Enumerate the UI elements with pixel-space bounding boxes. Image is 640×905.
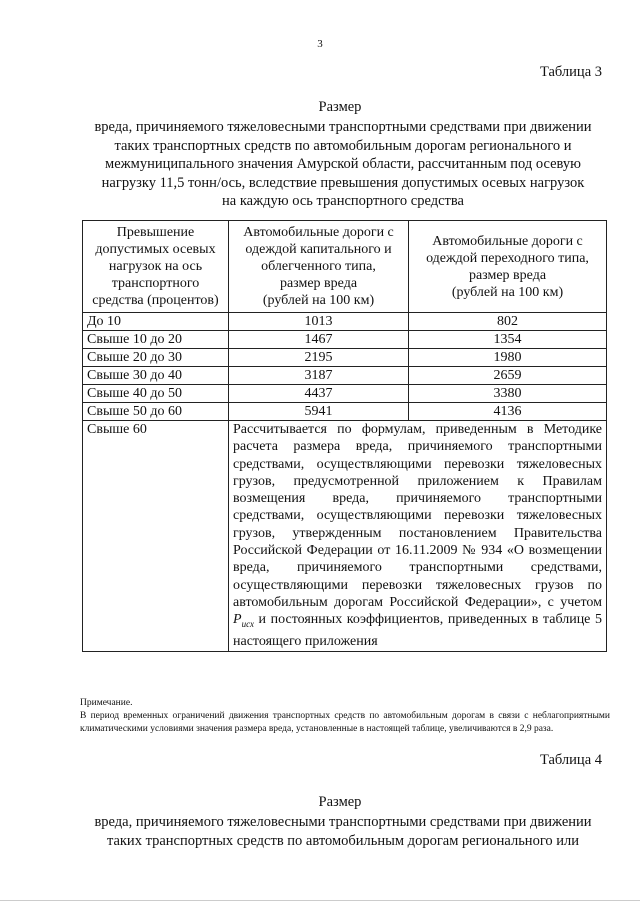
title-line: вреда, причиняемого тяжеловесными транспортными средствами при движении [94,119,592,135]
cell-transitional: 4136 [409,403,607,421]
cell-transitional: 1980 [409,349,607,367]
table-3-note [80,697,610,736]
title-line: межмуниципального значения Амурской области, рассчитанным под осевую [105,156,581,172]
calculation-note: Рассчитывается по формулам, приведенным в Методике расчета размера вреда, причиняемого транспортными средствами, осуществляющими перевозки тяжеловесных грузов, предусмотренной приложением к Правилам возмещения вреда, причиняемого транспортными средствами, осуществляющими перевозки тяжеловесных грузов, утвержденным постановлением Правительства Российской Федерации от 16.11.2009 № 934 «О возмещении вреда, причиняемого транспортными средствами, осуществляющими перевозки тяжеловесных грузов по автомобильным дорогам Российской Федерации», с учетом $P_{исх}$ и постоянных коэффициентов, приведенных в таблице 5 настоящего приложения [229,421,607,652]
cell-transitional: 802 [409,313,607,331]
table-4-title [78,813,608,850]
cell-capital: 2195 [229,349,409,367]
table-row [83,313,607,331]
table-3-label: Таблица 3 [539,64,602,80]
title-line: таких транспортных средств по автомобильным дорогам регионального или [106,832,580,849]
damage-table [82,220,607,652]
page-number: 3 [317,38,323,50]
cell-range: Свыше 50 до 60 [83,403,229,421]
title-line: вреда, причиняемого тяжеловесными транспортными средствами при движении [94,814,592,830]
cell-capital: 1013 [229,313,409,331]
table-row [83,403,607,421]
cell-range: Свыше 10 до 20 [83,331,229,349]
cell-range: До 10 [83,313,229,331]
table-row [83,367,607,385]
note-text: В период временных ограничений движения транспортных средств по автомобильным дорогам в связи с неблагоприятными климатическими условиями значения размера вреда, установленные в настоящей таблице, увеличиваются в 2,9 раза. [80,711,610,734]
header-transitional-roads: Автомобильные дороги с одеждой переходного типа, размер вреда (рублей на 100 км) [409,221,607,313]
table-3-title [78,118,608,211]
cell-transitional: 2659 [409,367,607,385]
header-overload: Превышение допустимых осевых нагрузок на ось транспортного средства (процентов) [83,221,229,313]
cell-range: Свыше 40 до 50 [83,385,229,403]
table-4-title-word: Размер [318,794,362,810]
table-row [83,331,607,349]
title-line: на каждую ось транспортного средства [222,193,464,209]
title-line: таких транспортных средств по автомобильным дорогам регионального и [114,137,572,154]
table-row-over-60 [83,421,607,652]
note-heading: Примечание. [80,698,133,708]
table-header-row [83,221,607,313]
cell-range: Свыше 30 до 40 [83,367,229,385]
cell-range: Свыше 20 до 30 [83,349,229,367]
header-capital-roads: Автомобильные дороги с одеждой капитального и облегченного типа, размер вреда (рублей на 100 км) [229,221,409,313]
table-row [83,385,607,403]
title-line: нагрузку 11,5 тонн/ось, вследствие превышения допустимых осевых нагрузок [101,174,585,191]
page-edge [0,900,640,901]
cell-capital: 3187 [229,367,409,385]
cell-transitional: 1354 [409,331,607,349]
table-3-title-word: Размер [318,99,362,115]
cell-capital: 1467 [229,331,409,349]
table-4-label: Таблица 4 [539,752,602,768]
cell-range: Свыше 60 [83,421,229,652]
cell-capital: 4437 [229,385,409,403]
table-row [83,349,607,367]
cell-transitional: 3380 [409,385,607,403]
p-ish-symbol: $P_{исх}$ [233,612,254,630]
cell-capital: 5941 [229,403,409,421]
